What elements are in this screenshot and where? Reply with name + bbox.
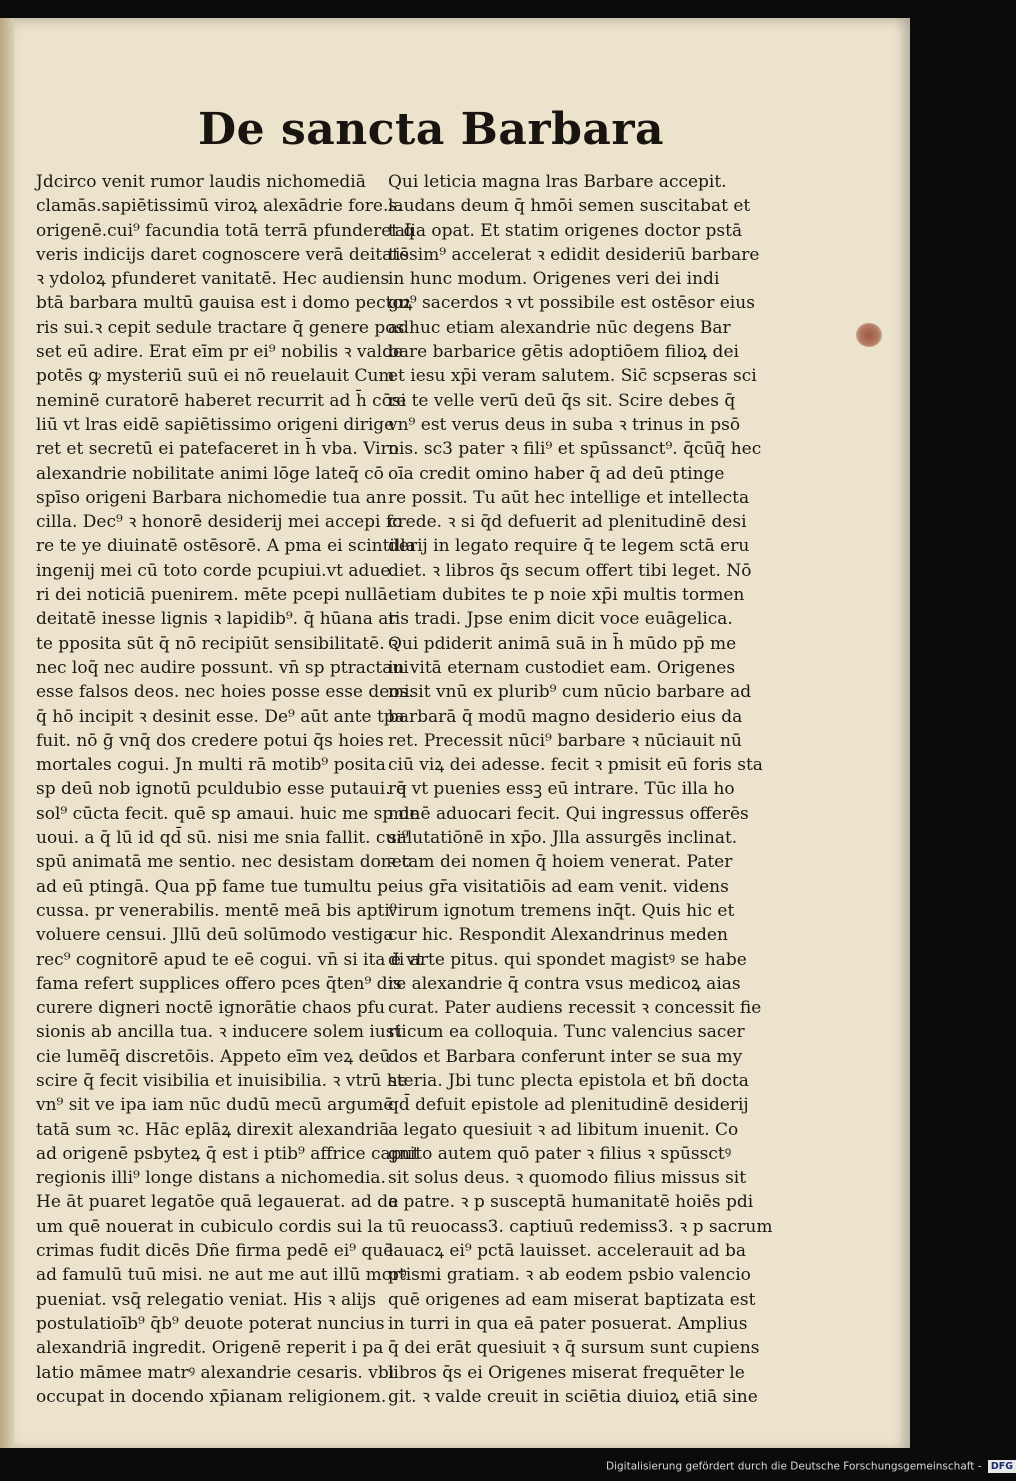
text-line: qd̄ defuit epistole ad plenitudinē desiderij bbox=[388, 1095, 749, 1116]
text-line: q̄ dei erāt quesiuit ꝛ q̄ sursum sunt cupiens bbox=[388, 1338, 760, 1359]
text-line: alexandrie nobilitate animi lōge lateq̄ cō bbox=[36, 463, 384, 484]
page-heading: De sancta Barbara bbox=[198, 104, 665, 155]
text-line: neminē curatorē haberet recurrit ad h̄ cōsi bbox=[36, 390, 407, 411]
text-line: ad eū ptingā. Qua pp̄ fame tue tumultu p bbox=[36, 876, 388, 897]
text-line: fama refert supplices offero pces q̄ten⁹ dis bbox=[36, 973, 402, 994]
text-column-right bbox=[388, 170, 773, 1409]
text-line: re vt puenies essꝫ eū intrare. Tūc illa ho bbox=[388, 779, 735, 800]
text-line: tū reuocass3. captiuū redemiss3. ꝛ p sacrum bbox=[388, 1216, 773, 1237]
text-line: clamās.sapiētissimū viroꝝ alexādrie fore.s. bbox=[36, 196, 403, 217]
text-line: tissim⁹ accelerat ꝛ edidit desideriū barbare bbox=[388, 244, 760, 265]
text-line: quē origenes ad eam miserat baptizata est bbox=[388, 1289, 756, 1310]
text-line: talia opat. Et statim origenes doctor pstā bbox=[388, 220, 743, 241]
text-line: Qui pdiderit animā suā in h̄ mūdo pp̄ me bbox=[388, 633, 737, 654]
text-line: a legato quesiuit ꝛ ad libitum inuenit. Co bbox=[388, 1119, 739, 1140]
text-line: pueniat. vsq̄ relegatio veniat. His ꝛ alijs bbox=[36, 1289, 376, 1310]
text-line: ri cum ea colloquia. Tunc valencius sacer bbox=[388, 1022, 745, 1043]
text-line: tatā sum ꝛc. Hāc eplāꝝ direxit alexandriā bbox=[36, 1119, 390, 1140]
text-line: postulatioīb⁹ q̄b⁹ deuote poterat nuncius bbox=[36, 1313, 385, 1334]
text-line: minē aduocari fecit. Qui ingressus offerēs bbox=[388, 803, 749, 824]
text-line: sp deū nob ignotū pculdubio esse putaui. q̄ bbox=[36, 779, 407, 800]
text-line: steria. Jbi tunc plecta epistola et bñ docta bbox=[388, 1070, 749, 1091]
text-line: a patre. ꝛ p susceptā humanitatē hoiēs pdi bbox=[388, 1192, 754, 1213]
text-line: eius gr̄a visitatiōis ad eam venit. videns bbox=[388, 876, 729, 897]
text-line: He āt puaret legatōe quā legauerat. ad de bbox=[36, 1192, 399, 1213]
text-line: ꝛ ydoloꝝ pfunderet vanitatē. Hec audiens bbox=[36, 269, 390, 290]
text-line: vn⁹ est verus deus in suba ꝛ trinus in psō bbox=[388, 414, 741, 435]
text-line: dos et Barbara conferunt inter se sua my bbox=[388, 1046, 743, 1067]
book-edge bbox=[0, 18, 14, 1448]
text-line: sit solus deus. ꝛ quomodo filius missus sit bbox=[388, 1168, 747, 1189]
text-line: ris sui.ꝛ cepit sedule tractare q̄ genere pos bbox=[36, 317, 405, 338]
text-line: nec loq̄ nec audire possunt. vn̄ sp ptractaui bbox=[36, 657, 409, 678]
text-line: potēs ꝙ mysteriū suū ei nō reuelauit Cum bbox=[36, 366, 395, 387]
text-line: uoui. a q̄ lū id qd̄ sū. nisi me snia fallit. cui⁹ bbox=[36, 828, 409, 849]
text-line: misit vnū ex plurib⁹ cum nūcio barbare ad bbox=[388, 682, 752, 703]
text-line: te pposita sūt q̄ nō recipiūt sensibilitatē. ꝛ bbox=[36, 633, 399, 654]
text-line: crimas fudit dicēs Dñe firma pedē ei⁹ quē bbox=[36, 1241, 394, 1262]
text-line: in turri in qua eā pater posuerat. Amplius bbox=[388, 1313, 748, 1334]
text-line: virum ignotum tremens inq̄t. Quis hic et bbox=[388, 900, 735, 921]
text-line: ptismi gratiam. ꝛ ab eodem psbio valencio bbox=[388, 1265, 751, 1286]
text-line: vn⁹ sit ve ipa iam nūc dudū mecū argumē bbox=[36, 1095, 394, 1116]
text-line: voluere censui. Jllū deū solūmodo vestiga bbox=[36, 925, 394, 946]
text-line: spīso origeni Barbara nichomedie tua an bbox=[36, 487, 387, 508]
text-line: sionis ab ancilla tua. ꝛ inducere solem iusti bbox=[36, 1022, 407, 1043]
text-line: diet. ꝛ libros q̄s secum offert tibi leget. Nō bbox=[388, 560, 752, 581]
text-line: ꝛ tam dei nomen q̄ hoiem venerat. Pater bbox=[388, 852, 733, 873]
text-line: latio māmee matrꝰ alexandrie cesaris. vbi bbox=[36, 1362, 395, 1383]
text-line: ret. Precessit nūci⁹ barbare ꝛ nūciauit nū bbox=[388, 730, 742, 751]
text-line: q̄ hō incipit ꝛ desinit esse. De⁹ aūt ante tpa bbox=[36, 706, 405, 727]
text-line: origenē.cui⁹ facundia totā terrā pfunderet q̄ bbox=[36, 220, 415, 241]
text-line: gnito autem quō pater ꝛ filius ꝛ spūssctꝰ bbox=[388, 1143, 732, 1164]
text-line: sol⁹ cūcta fecit. quē sp amaui. huic me sp de bbox=[36, 803, 420, 824]
text-line: btā barbara multū gauisa est i domo pectoꝝ bbox=[36, 293, 413, 314]
text-line: liū vt lras eidē sapiētissimo origeni dirige bbox=[36, 414, 395, 435]
text-line: ciū viꝝ dei adesse. fecit ꝛ pmisit eū foris sta bbox=[388, 755, 763, 776]
text-line: in vitā eternam custodiet eam. Origenes bbox=[388, 657, 736, 678]
text-line: re te ye diuinatē ostēsorē. A pma ei scintilla bbox=[36, 536, 416, 557]
text-line: rec⁹ cognitorē apud te eē cogui. vn̄ si ita ē vt bbox=[36, 949, 423, 970]
text-line: set eū adire. Erat eīm pr ei⁹ nobilis ꝛ valde bbox=[36, 342, 404, 363]
text-line: adhuc etiam alexandrie nūc degens Bar bbox=[388, 317, 731, 338]
text-line: curere digneri noctē ignorātie chaos pfu bbox=[36, 998, 386, 1019]
text-line: re te velle verū deū q̄s sit. Scire debes q̄ bbox=[388, 390, 736, 411]
text-line: alexandriā ingredit. Origenē reperit i pa bbox=[36, 1338, 384, 1359]
text-line: spū animatā me sentio. nec desistam donec bbox=[36, 852, 412, 873]
text-line: tis tradi. Jpse enim dicit voce euāgelica. bbox=[388, 609, 733, 630]
text-line: oīa credit omino haber q̄ ad deū ptinge bbox=[388, 463, 725, 484]
text-line: Jdcirco venit rumor laudis nichomediā bbox=[36, 172, 366, 192]
text-line: ingenij mei cū toto corde pcupiui.vt adue bbox=[36, 560, 391, 581]
text-line: Qui leticia magna lras Barbare accepit. bbox=[388, 172, 727, 192]
text-line: re alexandrie q̄ contra vsus medicoꝝ aias bbox=[388, 973, 741, 994]
text-line: deitatē inesse lignis ꝛ lapidib⁹. q̄ hūana ar bbox=[36, 609, 397, 630]
text-line: cilla. Dec⁹ ꝛ honorē desiderij mei accepi fo bbox=[36, 512, 403, 533]
text-line: scire q̄ fecit visibilia et inuisibilia. ꝛ vtrū he bbox=[36, 1070, 408, 1091]
text-line: um quē nouerat in cubiculo cordis sui la bbox=[36, 1216, 383, 1237]
text-line: cussa. pr venerabilis. mentē meā bis apti⁹ bbox=[36, 900, 397, 921]
text-line: gn⁹ sacerdos ꝛ vt possibile est ostēsor eius bbox=[388, 293, 755, 314]
text-line: crede. ꝛ si q̄d defuerit ad plenitudinē desi bbox=[388, 512, 747, 533]
text-line: veris indicijs daret cognoscere verā deitatē bbox=[36, 244, 410, 265]
dfg-logo-icon: DFG bbox=[988, 1460, 1016, 1473]
text-line: derij in legato require q̄ te legem sctā eru bbox=[388, 536, 750, 557]
text-line: libros q̄s ei Origenes miserat frequēter le bbox=[388, 1362, 745, 1383]
text-line: salutatiōnē in xp̄o. Jlla assurgēs inclinat. bbox=[388, 828, 738, 849]
text-line: nis. sc3 pater ꝛ fili⁹ et spūssanct⁹. q̄cūq̄ hec bbox=[388, 439, 762, 460]
text-line: ri dei noticiā puenirem. mēte pcepi nullā bbox=[36, 585, 388, 606]
text-line: git. ꝛ valde creuit in sciētia diuioꝝ etiā sine bbox=[388, 1386, 758, 1407]
text-line: etiam dubites te p noie xp̄i multis tormen bbox=[388, 585, 745, 606]
text-line: fuit. nō ḡ vnq̄ dos credere potui q̄s hoies bbox=[36, 730, 384, 751]
text-line: cur hic. Respondit Alexandrinus meden bbox=[388, 925, 728, 946]
text-line: barbarā q̄ modū magno desiderio eius da bbox=[388, 706, 743, 727]
text-line: cie lumēq̄ discretōis. Appeto eīm veꝝ deū bbox=[36, 1046, 391, 1067]
text-line: lauacꝝ ei⁹ pctā lauisset. accelerauit ad ba bbox=[388, 1241, 747, 1262]
text-line: ad origenē psbyteꝝ q̄ est i ptib⁹ affrice caput bbox=[36, 1143, 420, 1164]
text-line: laudans deum q̄ hmōi semen suscitabat et bbox=[388, 196, 751, 217]
text-line: occupat in docendo xp̄ianam religionem. bbox=[36, 1386, 387, 1407]
text-line: bare barbarice gētis adoptiōem filioꝝ dei bbox=[388, 342, 739, 363]
text-line: re possit. Tu aūt hec intellige et intellecta bbox=[388, 487, 750, 508]
text-line: di arte pitus. qui spondet magistꝰ se habe bbox=[388, 949, 747, 970]
text-line: curat. Pater audiens recessit ꝛ concessit fie bbox=[388, 998, 762, 1019]
text-line: ad famulū tuū misi. ne aut me aut illū morꝰ bbox=[36, 1265, 407, 1286]
text-line: esse falsos deos. nec hoies posse esse deos. bbox=[36, 682, 414, 703]
text-line: mortales cogui. Jn multi rā motib⁹ posita bbox=[36, 755, 386, 776]
ink-stain bbox=[856, 323, 882, 347]
text-column-left bbox=[36, 170, 423, 1409]
text-line: in hunc modum. Origenes veri dei indi bbox=[388, 269, 720, 290]
digitization-credit bbox=[606, 1460, 1014, 1476]
text-line: ret et secretū ei patefaceret in h̄ vba. Viro bbox=[36, 439, 399, 460]
text-line: et iesu xp̄i veram salutem. Sic̄ scpseras sci bbox=[388, 366, 757, 387]
text-line: regionis illi⁹ longe distans a nichomedia. bbox=[36, 1168, 386, 1189]
credit-text: Digitalisierung gefördert durch die Deutsche Forschungsgemeinschaft - bbox=[606, 1460, 982, 1473]
